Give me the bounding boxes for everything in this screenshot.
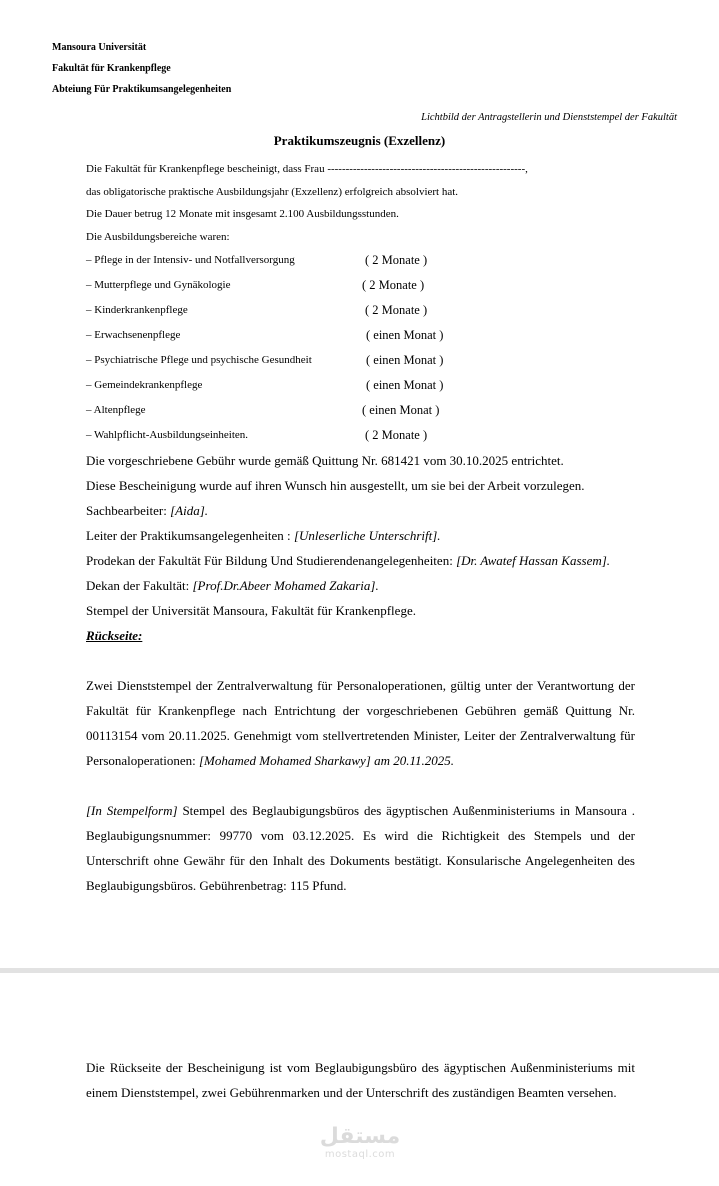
intro-line: Die Fakultät für Krankenpflege bescheinigt, dass Frau ------------------------------------------------------, [86,163,528,175]
training-area-row [86,398,486,423]
training-area-row [86,423,486,448]
training-area-name: – Psychiatrische Pflege und psychische Gesundheit [86,354,312,366]
back-paragraph-1-text: Zwei Dienststempel der Zentralverwaltung für Personaloperationen, gültig unter der Verantwortung der Fakultät für Krankenpflege nach Entrichtung der vorgeschriebenen Gebühren gemäß Quittung Nr. 00113154 vom 20.11.2025. Genehmigt vom stellvertretenden Minister, Leiter der Zentralverwaltung für Personaloperationen: [86,678,635,768]
back-paragraph-2-text: Stempel des Beglaubigungsbüros des ägyptischen Außenministeriums in Mansoura . Beglaubigungsnummer: 99770 vom 03.12.2025. Es wird die Richtigkeit des Stempels und der Unterschrift ohne Gewähr für den Inhalt des Dokuments bestätigt. Konsularische Angelegenheiten des Beglaubigungsbüros. Gebührenbetrag: 115 Pfund. [86,803,635,893]
mostaql-url: mostaql.com [324,1149,396,1160]
intro-line: Die Dauer betrug 12 Monate mit insgesamt 2.100 Ausbildungsstunden. [86,208,399,220]
university-name: Mansoura Universität [52,42,147,53]
vice-dean-name: [Dr. Awatef Hassan Kassem]. [456,553,611,568]
training-area-row [86,348,486,373]
training-area-row [86,273,486,298]
training-area-row [86,323,486,348]
stamp-form-note: [In Stempelform] [86,803,178,818]
training-area-duration: ( 2 Monate ) [365,428,428,442]
stamp-line: Stempel der Universität Mansoura, Fakultät für Krankenpflege. [86,603,416,618]
faculty-name: Fakultät für Krankenpflege [52,63,171,74]
back-heading [86,623,646,648]
head-label: Leiter der Praktikumsangelegenheiten : [86,528,294,543]
mostaql-watermark [314,1121,406,1163]
training-area-name: – Wahlpflicht-Ausbildungseinheiten. [86,429,249,441]
training-area-name: – Kinderkrankenpflege [86,304,188,316]
training-area-duration: ( 2 Monate ) [362,278,425,292]
back-page-text: Die Rückseite der Bescheinigung ist vom Beglaubigungsbüro des ägyptischen Außenministeriums mit einem Dienststempel, zwei Gebührenmarken und der Unterschrift des zuständigen Beamten versehen. [86,1060,635,1100]
back-page-paragraph [86,1055,635,1105]
training-area-row [86,298,486,323]
dean-name: [Prof.Dr.Abeer Mohamed Zakaria]. [192,578,379,593]
training-area-name: – Pflege in der Intensiv- und Notfallversorgung [86,254,295,266]
training-area-name: – Gemeindekrankenpflege [86,379,203,391]
back-paragraph-2 [86,798,635,898]
intro-line: das obligatorische praktische Ausbildungsjahr (Exzellenz) erfolgreich absolviert hat. [86,185,459,198]
dean-line [86,573,646,598]
training-area-duration: ( 2 Monate ) [365,253,428,267]
training-area-duration: ( einen Monat ) [366,328,444,342]
intro-line: Die Ausbildungsbereiche waren: [86,230,230,243]
training-area-row [86,248,486,273]
head-signature: [Unleserliche Unterschrift]. [293,528,441,543]
request-line: Diese Bescheinigung wurde auf ihren Wunsch hin ausgestellt, um sie bei der Arbeit vorzulegen. [86,478,585,493]
back-heading-text: Rückseite: [86,628,143,643]
vice-dean-label: Prodekan der Fakultät Für Bildung Und Studierendenangelegenheiten: [86,553,457,568]
department-name: Abteiung Für Praktikumsangelegenheiten [52,84,232,95]
training-area-name: – Altenpflege [86,404,146,416]
fee-line: Die vorgeschriebene Gebühr wurde gemäß Quittung Nr. 681421 vom 30.10.2025 entrichtet. [86,453,564,468]
vice-dean-line [86,548,646,573]
institution-header [52,37,231,100]
training-area-duration: ( einen Monat ) [366,353,444,367]
training-area-duration: ( einen Monat ) [366,378,444,392]
document-title: Praktikumszeugnis (Exzellenz) [273,133,446,148]
training-area-duration: ( 2 Monate ) [365,303,428,317]
training-area-row [86,373,486,398]
intro-block [86,158,528,248]
training-area-name: – Mutterpflege und Gynäkologie [86,279,231,291]
dean-label: Dekan der Fakultät: [86,578,193,593]
clerk-label: Sachbearbeiter: [86,503,171,518]
clerk-name: [Aida]. [170,503,209,518]
document-page-back [0,973,719,1186]
certificate-body [86,448,646,648]
clerk-line [86,498,646,523]
back-paragraph-1-signed: [Mohamed Mohamed Sharkawy] am 20.11.2025. [199,753,455,768]
photo-stamp-note: Lichtbild der Antragstellerin und Dienststempel der Fakultät [421,112,677,123]
mostaql-logo-icon [314,1121,406,1149]
head-line [86,523,646,548]
training-area-name: – Erwachsenenpflege [86,329,181,341]
back-paragraph-1 [86,673,635,773]
training-areas-list [86,248,486,448]
mostaql-logo-text: مستقل [319,1124,401,1149]
training-area-duration: ( einen Monat ) [362,403,440,417]
